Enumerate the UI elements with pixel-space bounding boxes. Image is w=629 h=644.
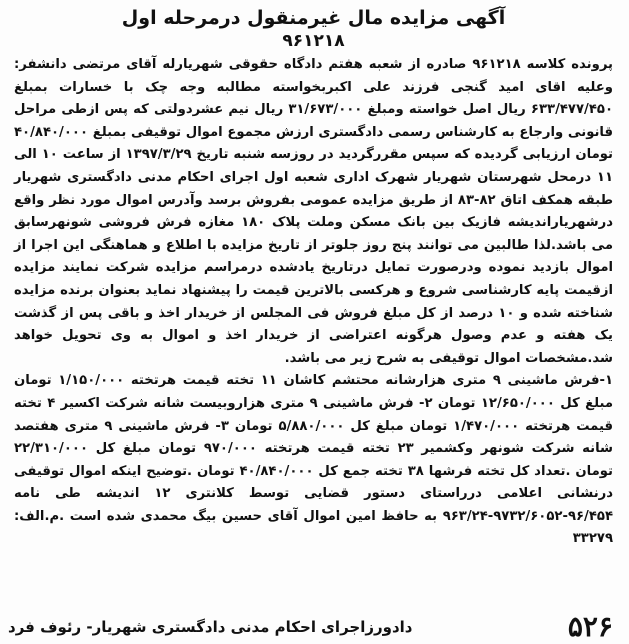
notice-footer (8, 612, 613, 642)
notice-title: آگهی مزایده مال غیرمنقول درمرحله اول (121, 7, 506, 29)
case-number: ۹۶۱۲۱۸ (282, 31, 345, 51)
page-stamp-number: ۵۲۶ (567, 610, 613, 643)
signature-line: دادورزاجرای احکام مدنی دادگستری شهریار- رئوف فرد (8, 618, 413, 636)
notice-paragraph-items: ۱-فرش ماشینی ۹ متری هزارشانه محتشم کاشان ۱۱ تخته قیمت هرتخته ۱/۱۵۰/۰۰۰ تومان مبلغ کل ۱۲/۶۵۰/۰۰۰ تومان ۲- فرش ماشینی ۹ متری هزاروبیست شانه شرکت اکسیر ۴ تخته قیمت هرتخته ۱/۴۷۰/۰۰۰ تومان مبلغ کل ۵/۸۸۰/۰۰۰ تومان ۳- فرش ماشینی ۹ متری هفتصد شانه شرکت شونهر وکشمیر ۲۳ تخته قیمت هرتخته ۹۷۰/۰۰۰ تومان مبلغ کل ۲۲/۳۱۰/۰۰۰ تومان .تعداد کل تخته فرشها ۳۸ تخته جمع کل ۴۰/۸۴۰/۰۰۰ تومان .توضیح اینکه اموال توقیفی درنشانی اعلامی درراستای دستور قضایی توسط کلانتری ۱۲ اندیشه طی نامه ۹۶/۴۵۴-۹۷۳۲/۶۰۵۲-۹۶۳/۲۴ به حافظ امین اموال آقای حسین بیگ محمدی شده است .م.الف: ۳۳۲۷۹ (14, 373, 614, 547)
notice-body (14, 54, 613, 551)
notice-paragraph-main: پرونده کلاسه ۹۶۱۲۱۸ صادره از شعبه هفتم دادگاه حقوقی شهریارله آقای مرتضی دانشفر: وعلیه اقای امید گنجی فرزند علی اکبربخواسته مطالبه وجه چک با خسارات بمبلغ ۶۳۳/۴۷۷/۴۵۰ ریال اصل خواسته ومبلغ ۳۱/۶۷۳/۰۰۰ ریال نیم عشردولتی که پس ازطی مراحل قانونی وارجاع به کارشناس رسمی دادگستری ارزش مجموع اموال توقیفی بمبلغ ۴۰/۸۴۰/۰۰۰ تومان ارزیابی گردیده که سپس مقررگردید در روزسه شنبه تاریخ ۱۳۹۷/۳/۲۹ از ساعت ۱۰ الی ۱۱ درمحل شهرستان شهریار شهرک اداری شعبه اول اجرای احکام مدنی دادگستری شهریار طبقه همکف اتاق ۸۲-۸۳ از طریق مزایده عمومی بفروش برسد وآدرس اموال مورد نظر واقع درشهریاراندیشه فازیک بین بانک مسکن وملت پلاک ۱۸۰ مغازه فرش فروشی شونهرسابق می باشد.لذا طالبین می توانند پنج روز جلوتر از تاریخ مزایده با اطلاع و هماهنگی این اجرا از اموال بازدید نموده ودرصورت تمایل درتاریخ یادشده درمراسم مزایده شرکت نمایند مزایده ازقیمت پایه کارشناسی شروع و هرکسی بالاترین قیمت را پیشنهاد نماید بعنوان برنده مزایده شناخته شده و ۱۰ درصد از کل مبلغ فروش فی المجلس از خریدار اخذ و باقی پس از گذشت یک هفته و عدم وصول هرگونه اعتراضی از خریدار اخذ و اموال به وی تحویل خواهد شد.مشخصات اموال توقیفی به شرح زیر می باشد. (14, 57, 614, 366)
